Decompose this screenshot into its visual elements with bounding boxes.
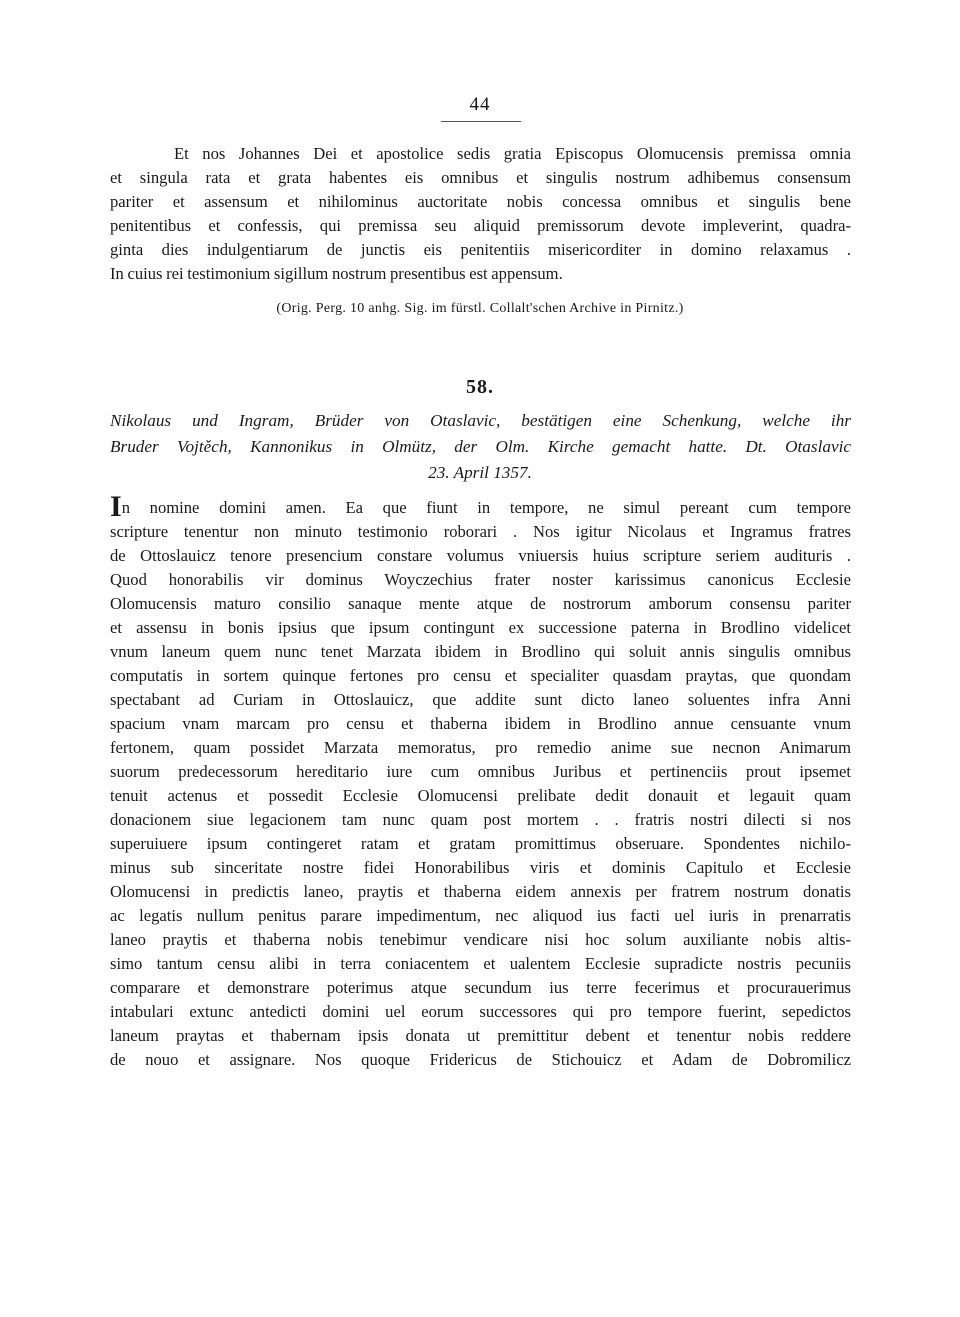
text-line: et singula rata et grata habentes eis omnibus et singulis nostrum adhibemus consensum — [110, 168, 851, 187]
text-line: In cuius rei testimonium sigillum nostrum presentibus est appensum. — [110, 264, 563, 283]
first-text-line — [110, 490, 851, 523]
text-line: spacium vnam marcam pro censu et thaberna ibidem in Brodlino annue censuante vnum — [110, 714, 851, 733]
text-line: pariter et assensum et nihilominus auctoritate nobis concessa omnibus et singulis bene — [110, 192, 851, 211]
page-number: 44 — [469, 94, 491, 115]
page-number-rule — [441, 121, 521, 122]
text-line: donacionem siue legacionem tam nunc quam post mortem . . fratris nostri dilecti si nos — [110, 810, 851, 829]
text-line: Quod honorabilis vir dominus Woyczechius frater noster karissimus canonicus Ecclesie — [110, 570, 851, 589]
text-line: spectabant ad Curiam in Ottoslauicz, que addite sunt dicto laneo soluentes infra Anni — [110, 690, 851, 709]
text-line: superuiuere ipsum contingeret ratam et gratam promittimus obseruare. Spondentes nichilo- — [110, 834, 851, 853]
text-line: de Ottoslauicz tenore presencium constare volumus vniuersis huius scripture seriem audituris . — [110, 546, 851, 565]
text-line: suorum predecessorum hereditario iure cum omnibus Juribus et pertinenciis prout ipsemet — [110, 762, 851, 781]
text-line: intabulari extunc antedicti domini uel eorum successores qui pro tempore fuerint, sepedictos — [110, 1002, 851, 1021]
text-line: et assensu in bonis ipsius que ipsum contingunt ex successione paterna in Brodlino videlicet — [110, 618, 851, 637]
text-line: laneo praytis et thaberna nobis tenebimur vendicare nisi hoc solum auxiliante nobis altis- — [110, 930, 851, 949]
text-line: scripture tenentur non minuto testimonio roborari . Nos igitur Nicolaus et Ingramus fratres — [110, 522, 851, 541]
text-line: simo tantum censu alibi in terra coniacentem et ualentem Ecclesie supradicte nostris pecuniis — [110, 954, 851, 973]
text-line: computatis in sortem quinque fertones pro censu et specialiter quasdam praytas, que quondam — [110, 666, 851, 685]
text-line: de nouo et assignare. Nos quoque Fridericus de Stichouicz et Adam de Dobromilicz — [110, 1050, 851, 1069]
document-heading-date: 23. April 1357. — [428, 463, 532, 482]
text-line: Olomucensi in predictis laneo, praytis et thaberna eidem annexis per fratrem nostrum donatis — [110, 882, 851, 901]
text-line: Olomucensis maturo consilio sanaque mente atque de nostrorum amborum consensu pariter — [110, 594, 851, 613]
text-line: tenuit actenus et possedit Ecclesie Olomucensi prelibate dedit donauit et legauit quam — [110, 786, 851, 805]
text-line: minus sub sinceritate nostre fidei Honorabilibus viris et dominis Capitulo et Ecclesie — [110, 858, 851, 877]
document-number: 58. — [466, 376, 494, 398]
text-line: ginta dies indulgentiarum de junctis eis penitentiis misericorditer in domino relaxamus . — [110, 240, 851, 259]
text-line: vnum laneum quem nunc tenet Marzata ibidem in Brodlino qui soluit annis singulis omnibus — [110, 642, 851, 661]
initial-letter: I — [110, 490, 122, 523]
text-line: Et nos Johannes Dei et apostolice sedis gratia Episcopus Olomucensis premissa omnia — [174, 144, 851, 163]
text-line: ac legatis nullum penitus parare impedimentum, nec aliquod ius facti uel iuris in prenarratis — [110, 906, 851, 925]
document-heading-line: Nikolaus und Ingram, Brüder von Otaslavic, bestätigen eine Schenkung, welche ihr — [110, 411, 851, 430]
source-note: (Orig. Perg. 10 anhg. Sig. im fürstl. Collalt'schen Archive in Pirnitz.) — [276, 301, 684, 316]
text-line: fertonem, quam possidet Marzata memoratus, pro remedio anime sue necnon Animarum — [110, 738, 851, 757]
first-line-text: n nomine domini amen. Ea que fiunt in tempore, ne simul pereant cum tempore — [121, 498, 851, 517]
text-line: penitentibus et confessis, qui premissa seu aliquid premissorum devote impleverint, quadra- — [110, 216, 851, 235]
document-heading-line: Bruder Vojtěch, Kannonikus in Olmütz, der Olm. Kirche gemacht hatte. Dt. Otaslavic — [110, 437, 851, 456]
text-line: comparare et demonstrare poterimus atque secundum ius terre fecerimus et procurauerimus — [110, 978, 851, 997]
text-line: laneum praytas et thabernam ipsis donata ut premittitur debent et tenentur nobis reddere — [110, 1026, 851, 1045]
